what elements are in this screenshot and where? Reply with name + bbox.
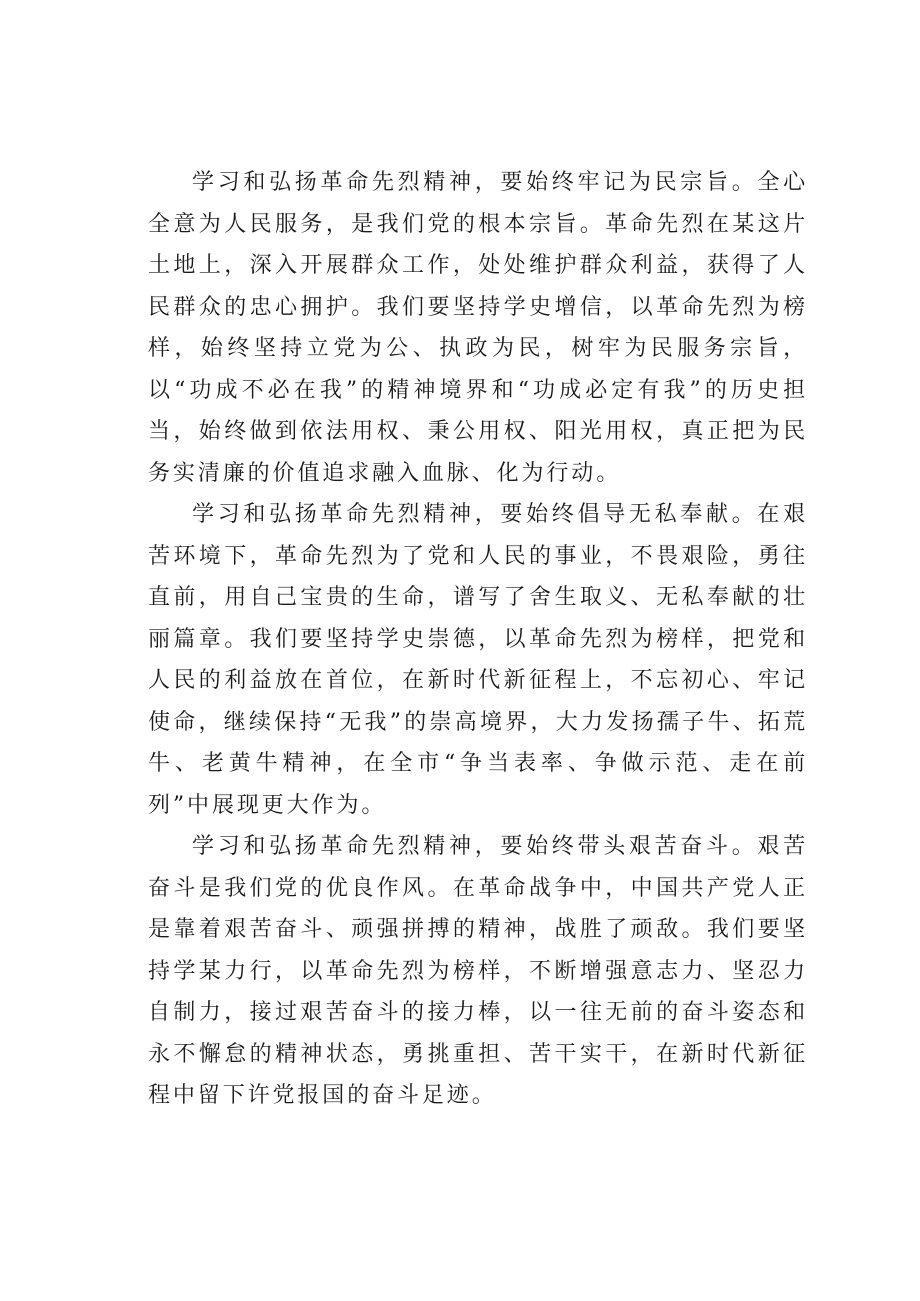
document-body (148, 162, 808, 1117)
paragraph-1: 学习和弘扬革命先烈精神，要始终牢记为民宗旨。全心全意为人民服务，是我们党的根本宗旨。革命先烈在某这片土地上，深入开展群众工作，处处维护群众利益，获得了人民群众的忠心拥护。我们要坚持学史增信，以革命先烈为榜样，始终坚持立党为公、执政为民，树牢为民服务宗旨，以“功成不必在我”的精神境界和“功成必定有我”的历史担当，始终做到依法用权、秉公用权、阳光用权，真正把为民务实清廉的价值追求融入血脉、化为行动。 (148, 170, 808, 486)
paragraph-3: 学习和弘扬革命先烈精神，要始终带头艰苦奋斗。艰苦奋斗是我们党的优良作风。在革命战争中，中国共产党人正是靠着艰苦奋斗、顽强拼搏的精神，战胜了顽敌。我们要坚持学某力行，以革命先烈为榜样，不断增强意志力、坚忍力自制力，接过艰苦奋斗的接力棒，以一往无前的奋斗姿态和永不懈怠的精神状态，勇挑重担、苦干实干，在新时代新征程中留下许党报国的奋斗足迹。 (148, 834, 808, 1108)
paragraph-2: 学习和弘扬革命先烈精神，要始终倡导无私奉献。在艰苦环境下，革命先烈为了党和人民的事业，不畏艰险，勇往直前，用自己宝贵的生命，谱写了舍生取义、无私奉献的壮丽篇章。我们要坚持学史崇德，以革命先烈为榜样，把党和人民的利益放在首位，在新时代新征程上，不忘初心、牢记使命，继续保持“无我”的崇高境界，大力发扬孺子牛、拓荒牛、老黄牛精神，在全市“争当表率、争做示范、走在前列”中展现更大作为。 (148, 502, 808, 818)
